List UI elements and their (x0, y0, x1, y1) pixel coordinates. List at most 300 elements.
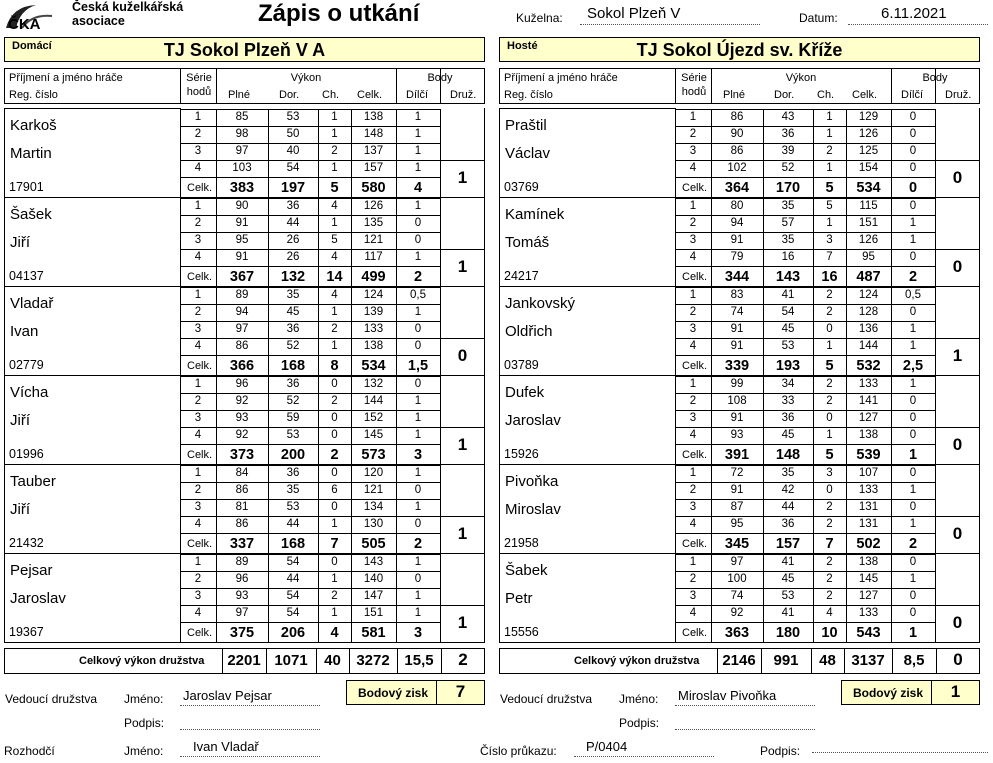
score-cell: 36 (781, 518, 795, 530)
druz-points: 1 (457, 524, 468, 543)
score-cell: 133 (858, 378, 879, 390)
total-cell: 200 (280, 447, 306, 463)
score-cell: 1 (909, 518, 917, 530)
score-cell: 52 (781, 162, 795, 174)
association-name: Česká kuželkářská asociace (72, 0, 184, 28)
score-cell: 152 (363, 412, 384, 424)
score-cell: 1 (194, 111, 202, 123)
score-cell: 1 (194, 378, 202, 390)
score-cell: 145 (858, 573, 879, 585)
total-cell: 10 (821, 625, 838, 641)
score-cell: 54 (286, 590, 300, 602)
total-cell: 505 (361, 536, 386, 552)
score-cell: 1 (414, 412, 422, 424)
player-firstname: Jaroslav (505, 412, 561, 429)
score-cell: 2 (689, 395, 697, 407)
totals-cell: 48 (819, 652, 836, 669)
score-cell: 121 (363, 234, 384, 246)
score-cell: 137 (363, 145, 384, 157)
totals-cell: 2 (458, 650, 468, 669)
score-cell: 1 (194, 556, 202, 568)
player-surname: Dufek (505, 384, 545, 401)
celk-label: Celk. (187, 538, 213, 550)
score-cell: 0 (414, 518, 422, 530)
total-cell: 0 (908, 180, 918, 196)
score-cell: 1 (909, 340, 917, 352)
druz-points: 0 (952, 257, 963, 276)
score-cell: 5 (826, 200, 833, 212)
score-cell: 4 (194, 607, 202, 619)
score-cell: 5 (331, 234, 338, 246)
team-name: TJ Sokol Plzeň V A (163, 40, 326, 60)
col-header-ch: Ch. (322, 89, 340, 101)
score-cell: 1 (414, 251, 422, 263)
total-cell: 339 (724, 358, 750, 374)
score-cell: 2 (689, 484, 697, 496)
col-header-vykon: Výkon (290, 72, 322, 84)
totals-label: Celkový výkon družstva (574, 655, 700, 667)
score-cell: 3 (194, 412, 202, 424)
score-cell: 91 (235, 217, 249, 229)
score-cell: 35 (286, 484, 300, 496)
score-cell: 120 (363, 467, 384, 479)
score-cell: 86 (730, 111, 744, 123)
score-cell: 1 (194, 467, 202, 479)
druz-points: 0 (952, 435, 963, 454)
total-cell: 5 (825, 180, 834, 196)
player-reg-number: 17901 (9, 180, 44, 194)
score-cell: 2 (194, 484, 202, 496)
total-cell: 534 (856, 180, 881, 196)
total-cell: 532 (856, 358, 881, 374)
total-cell: 581 (361, 625, 386, 641)
score-cell: 35 (781, 234, 795, 246)
player-surname: Tauber (10, 473, 56, 490)
score-cell: 57 (781, 217, 795, 229)
score-cell: 133 (858, 607, 879, 619)
score-cell: 108 (727, 395, 747, 407)
page-title: Zápis o utkání (258, 0, 420, 27)
score-cell: 1 (331, 306, 338, 318)
score-cell: 2 (194, 128, 202, 140)
score-cell: 90 (235, 200, 249, 212)
score-cell: 0 (414, 217, 422, 229)
score-cell: 0 (826, 412, 833, 424)
score-cell: 36 (286, 467, 300, 479)
score-cell: 1 (689, 467, 697, 479)
total-cell: 1 (908, 447, 918, 463)
score-cell: 45 (781, 323, 795, 335)
score-cell: 127 (858, 412, 879, 424)
score-cell: 83 (730, 289, 744, 301)
score-cell: 74 (730, 306, 744, 318)
score-cell: 79 (730, 251, 744, 263)
score-cell: 91 (730, 234, 744, 246)
score-cell: 1 (331, 217, 338, 229)
total-cell: 193 (775, 358, 801, 374)
score-cell: 36 (286, 378, 300, 390)
score-cell: 44 (286, 518, 300, 530)
player-reg-number: 04137 (9, 269, 44, 283)
score-cell: 102 (727, 162, 747, 174)
player-reg-number: 15926 (504, 447, 539, 461)
total-cell: 14 (326, 269, 343, 285)
druz-points: 0 (457, 346, 468, 365)
score-cell: 1 (331, 573, 338, 585)
rozhodci-name: Ivan Vladař (180, 739, 320, 757)
score-cell: 1 (689, 200, 697, 212)
score-cell: 131 (858, 518, 879, 530)
score-cell: 2 (826, 145, 833, 157)
score-cell: 26 (286, 234, 300, 246)
score-cell: 1 (331, 340, 338, 352)
score-cell: 100 (727, 573, 747, 585)
score-cell: 44 (781, 501, 795, 513)
score-cell: 1 (331, 111, 338, 123)
score-cell: 3 (826, 467, 833, 479)
score-cell: 93 (730, 429, 744, 441)
celk-label: Celk. (187, 271, 213, 283)
totals-cell: 8,5 (903, 652, 925, 669)
score-cell: 97 (235, 323, 249, 335)
score-cell: 94 (730, 217, 744, 229)
score-cell: 1 (909, 484, 917, 496)
score-cell: 86 (730, 145, 744, 157)
score-cell: 130 (363, 518, 384, 530)
score-cell: 2 (826, 289, 833, 301)
total-cell: 7 (330, 536, 339, 552)
score-cell: 0 (414, 378, 422, 390)
score-cell: 2 (331, 323, 338, 335)
druz-points: 0 (952, 524, 963, 543)
player-surname: Pejsar (10, 562, 53, 579)
score-cell: 26 (286, 251, 300, 263)
total-cell: 132 (280, 269, 306, 285)
score-cell: 4 (826, 607, 833, 619)
score-cell: 59 (286, 412, 300, 424)
score-cell: 140 (363, 573, 384, 585)
druz-points: 0 (952, 613, 963, 632)
score-cell: 2 (689, 128, 697, 140)
total-cell: 573 (361, 447, 386, 463)
score-cell: 3 (689, 412, 697, 424)
score-cell: 0 (909, 590, 917, 602)
score-cell: 2 (826, 378, 833, 390)
score-cell: 92 (235, 395, 249, 407)
score-cell: 74 (730, 590, 744, 602)
total-cell: 383 (229, 180, 255, 196)
total-cell: 8 (330, 358, 339, 374)
score-cell: 129 (858, 111, 879, 123)
total-cell: 580 (361, 180, 386, 196)
col-header-celk: Celk. (852, 89, 878, 101)
score-cell: 138 (858, 429, 879, 441)
score-cell: 3 (689, 323, 697, 335)
score-cell: 2 (826, 501, 833, 513)
score-cell: 3 (826, 234, 833, 246)
score-cell: 33 (781, 395, 795, 407)
score-cell: 45 (781, 429, 795, 441)
score-cell: 1 (414, 590, 422, 602)
total-cell: 502 (856, 536, 881, 552)
score-cell: 4 (194, 162, 202, 174)
players-bottom-line (499, 642, 980, 643)
score-cell: 3 (194, 145, 202, 157)
score-cell: 54 (286, 607, 300, 619)
col-header-plne: Plné (723, 89, 746, 101)
total-cell: 2 (413, 269, 423, 285)
player-reg-number: 15556 (504, 625, 539, 639)
total-cell: 5 (825, 447, 834, 463)
score-cell: 124 (363, 289, 384, 301)
total-cell: 3 (413, 625, 423, 641)
score-cell: 92 (235, 429, 249, 441)
total-cell: 363 (724, 625, 750, 641)
score-cell: 3 (194, 323, 202, 335)
score-cell: 151 (363, 607, 384, 619)
total-cell: 345 (724, 536, 750, 552)
score-cell: 143 (363, 556, 384, 568)
score-cell: 4 (194, 340, 202, 352)
score-cell: 1 (414, 128, 422, 140)
score-cell: 16 (781, 251, 795, 263)
player-surname: Vícha (10, 384, 49, 401)
totals-cell: 3272 (356, 652, 390, 669)
score-cell: 4 (689, 607, 697, 619)
total-cell: 2 (330, 447, 339, 463)
col-header-name: Příjmení a jméno hráče (9, 72, 123, 84)
score-cell: 133 (363, 323, 384, 335)
player-firstname: Ivan (10, 323, 39, 340)
score-cell: 2 (331, 395, 338, 407)
celk-label: Celk. (682, 449, 708, 461)
score-cell: 138 (363, 340, 384, 352)
player-firstname: Oldřich (505, 323, 553, 340)
score-cell: 1 (826, 429, 833, 441)
total-cell: 5 (825, 358, 834, 374)
celk-label: Celk. (682, 182, 708, 194)
vedouci-podpis-label: Podpis: (124, 716, 165, 730)
score-cell: 72 (730, 467, 744, 479)
player-reg-number: 21432 (9, 536, 44, 550)
col-header-reg: Reg. číslo (9, 89, 58, 101)
totals-label: Celkový výkon družstva (79, 655, 205, 667)
score-cell: 45 (286, 306, 300, 318)
score-cell: 97 (235, 145, 249, 157)
player-reg-number: 03769 (504, 180, 539, 194)
score-cell: 1 (909, 573, 917, 585)
score-cell: 107 (858, 467, 879, 479)
score-cell: 133 (858, 484, 879, 496)
score-cell: 35 (781, 200, 795, 212)
score-cell: 91 (730, 412, 744, 424)
druz-points: 1 (457, 257, 468, 276)
score-cell: 0 (909, 556, 917, 568)
celk-label: Celk. (682, 627, 708, 639)
score-cell: 1 (414, 429, 422, 441)
score-cell: 144 (858, 340, 879, 352)
score-cell: 4 (194, 251, 202, 263)
col-header-ch: Ch. (817, 89, 835, 101)
col-header-body: Body (922, 72, 948, 84)
score-cell: 53 (286, 111, 300, 123)
zisk-value: 1 (950, 682, 961, 701)
score-cell: 1 (689, 289, 697, 301)
kuzelna-value: Sokol Plzeň V (580, 5, 760, 25)
player-firstname: Jiří (10, 412, 30, 429)
vedouci-jmeno-label: Jméno: (619, 692, 659, 706)
score-cell: 124 (858, 289, 879, 301)
score-cell: 0 (414, 573, 422, 585)
score-cell: 85 (235, 111, 249, 123)
score-cell: 144 (363, 395, 384, 407)
score-cell: 96 (235, 573, 249, 585)
score-cell: 4 (689, 162, 697, 174)
score-cell: 1 (826, 128, 833, 140)
score-cell: 1 (414, 306, 422, 318)
player-surname: Šašek (10, 206, 52, 223)
rozhodci-label: Rozhodčí (4, 744, 55, 758)
team-name: TJ Sokol Újezd sv. Kříže (636, 40, 843, 60)
total-cell: 373 (229, 447, 255, 463)
score-cell: 95 (730, 518, 744, 530)
totals-cell: 1071 (274, 652, 308, 669)
score-cell: 43 (781, 111, 795, 123)
score-cell: 0 (909, 395, 917, 407)
col-header-plne: Plné (228, 89, 251, 101)
col-header-serie: Série (681, 72, 707, 84)
score-cell: 0 (909, 429, 917, 441)
celk-label: Celk. (187, 449, 213, 461)
totals-cell: 3137 (851, 652, 885, 669)
score-cell: 2 (826, 556, 833, 568)
score-cell: 4 (194, 518, 202, 530)
druz-points: 1 (457, 168, 468, 187)
score-cell: 4 (331, 289, 338, 301)
vedouci-label: Vedoucí družstva (500, 692, 593, 706)
col-header-dor: Dor. (774, 89, 795, 101)
druz-points: 1 (457, 435, 468, 454)
score-cell: 97 (730, 556, 744, 568)
col-header-vykon: Výkon (785, 72, 817, 84)
player-firstname: Petr (505, 590, 533, 607)
score-cell: 121 (363, 484, 384, 496)
score-cell: 2 (826, 573, 833, 585)
score-cell: 44 (286, 573, 300, 585)
score-cell: 0 (331, 556, 338, 568)
score-cell: 44 (286, 217, 300, 229)
score-cell: 40 (286, 145, 300, 157)
zisk-label: Bodový zisk (852, 686, 924, 700)
player-firstname: Jiří (10, 234, 30, 251)
total-cell: 16 (821, 269, 838, 285)
score-cell: 81 (235, 501, 249, 513)
total-cell: 3 (413, 447, 423, 463)
col-header-hodu: hodů (681, 86, 707, 98)
total-cell: 4 (413, 180, 423, 196)
total-cell: 487 (856, 269, 881, 285)
totals-cell: 40 (324, 652, 341, 669)
score-cell: 1 (331, 128, 338, 140)
score-cell: 117 (364, 251, 383, 263)
total-cell: 180 (775, 625, 801, 641)
score-cell: 1 (414, 145, 422, 157)
total-cell: 148 (775, 447, 801, 463)
score-cell: 53 (781, 590, 795, 602)
datum-label: Datum: (799, 11, 838, 25)
player-reg-number: 02779 (9, 358, 44, 372)
score-cell: 1 (414, 467, 422, 479)
score-cell: 3 (194, 590, 202, 602)
score-cell: 95 (862, 251, 875, 263)
score-cell: 1 (331, 607, 338, 619)
score-cell: 2 (689, 217, 697, 229)
total-cell: 143 (775, 269, 801, 285)
score-cell: 3 (689, 501, 697, 513)
vedouci-podpis-label: Podpis: (619, 716, 660, 730)
score-cell: 36 (781, 128, 795, 140)
player-reg-number: 24217 (504, 269, 539, 283)
score-cell: 0 (331, 501, 338, 513)
total-cell: 2 (908, 269, 918, 285)
rozhodci-jmeno-label: Jméno: (124, 744, 164, 758)
score-cell: 3 (689, 145, 697, 157)
score-cell: 0 (909, 200, 917, 212)
total-cell: 168 (280, 536, 306, 552)
total-cell: 391 (724, 447, 750, 463)
header-divider (675, 68, 676, 104)
score-cell: 4 (689, 518, 697, 530)
score-cell: 2 (826, 395, 833, 407)
score-cell: 0 (331, 429, 338, 441)
player-reg-number: 19367 (9, 625, 44, 639)
score-cell: 3 (194, 234, 202, 246)
score-cell: 94 (235, 306, 249, 318)
totals-cell: 15,5 (404, 652, 434, 669)
player-surname: Vladař (10, 295, 54, 312)
total-cell: 2 (413, 536, 423, 552)
score-cell: 1 (414, 395, 422, 407)
score-cell: 115 (859, 200, 878, 212)
total-cell: 1 (908, 625, 918, 641)
score-cell: 1 (909, 323, 917, 335)
score-cell: 99 (730, 378, 744, 390)
total-cell: 2,5 (902, 358, 924, 374)
score-cell: 0 (414, 323, 422, 335)
score-cell: 34 (781, 378, 795, 390)
score-cell: 0 (909, 306, 917, 318)
score-cell: 4 (331, 251, 338, 263)
score-cell: 1 (826, 162, 833, 174)
score-cell: 2 (194, 395, 202, 407)
total-cell: 4 (330, 625, 339, 641)
score-cell: 2 (194, 573, 202, 585)
score-cell: 0 (909, 162, 917, 174)
score-cell: 1 (909, 234, 917, 246)
score-cell: 45 (781, 573, 795, 585)
total-cell: 364 (724, 180, 750, 196)
total-cell: 539 (856, 447, 881, 463)
score-cell: 1 (909, 217, 917, 229)
score-cell: 126 (363, 200, 384, 212)
score-cell: 53 (286, 501, 300, 513)
score-cell: 89 (235, 556, 249, 568)
druz-points: 1 (952, 346, 963, 365)
score-cell: 126 (858, 234, 879, 246)
score-cell: 1 (194, 289, 202, 301)
score-cell: 0 (331, 467, 338, 479)
score-cell: 125 (858, 145, 879, 157)
